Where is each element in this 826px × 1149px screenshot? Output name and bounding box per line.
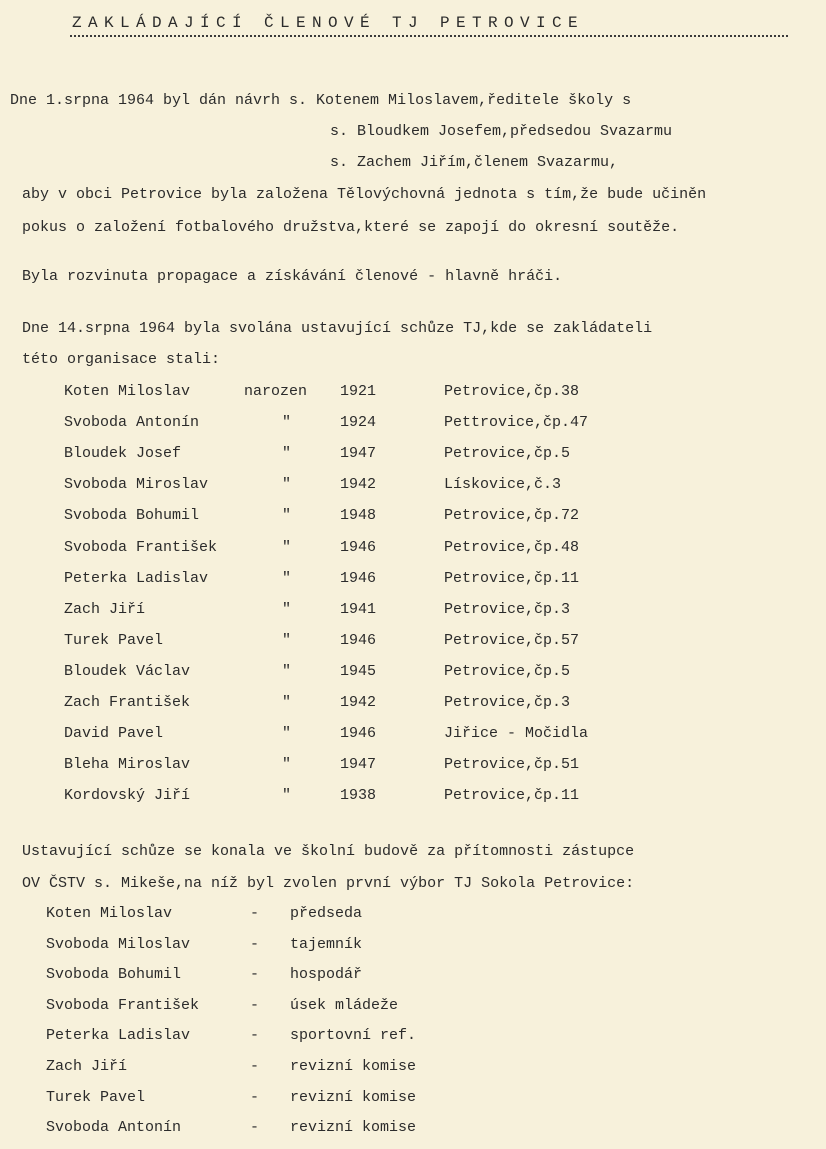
- committee-dash: -: [250, 1119, 260, 1137]
- founder-born: ": [282, 600, 292, 618]
- founder-name: Bloudek Václav: [64, 662, 191, 680]
- founder-address: Petrovice,čp.3: [444, 600, 571, 618]
- meeting-line-2: této organisace stali:: [22, 351, 221, 368]
- founder-name: Zach Jiří: [64, 600, 146, 618]
- founder-address: Petrovice,čp.3: [444, 694, 571, 711]
- committee-dash: -: [250, 1088, 260, 1106]
- founder-born: ": [282, 538, 292, 556]
- founder-address: Petrovice,čp.38: [444, 383, 580, 400]
- committee-role: tajemník: [290, 935, 363, 953]
- founder-address: Petrovice,čp.72: [444, 507, 580, 525]
- founder-address: Petrovice,čp.11: [444, 569, 580, 587]
- committee-name: Svoboda Bohumil: [46, 966, 182, 984]
- founder-name: Koten Miloslav: [64, 383, 191, 400]
- founder-address: Pettrovice,čp.47: [444, 414, 589, 432]
- founder-name: Kordovský Jiří: [64, 787, 191, 805]
- committee-role: revizní komise: [290, 1088, 417, 1106]
- committee-dash: -: [250, 1027, 260, 1045]
- founder-born: ": [282, 631, 292, 649]
- founder-born: ": [282, 476, 292, 494]
- committee-dash: -: [250, 1058, 260, 1075]
- founder-address: Petrovice,čp.51: [444, 756, 580, 774]
- committee-intro-line-2: OV ČSTV s. Mikeše,na níž byl zvolen první výbor TJ Sokola Petrovice:: [22, 875, 635, 892]
- founder-born: ": [282, 787, 292, 805]
- founder-name: Bloudek Josef: [64, 445, 182, 463]
- committee-role: revizní komise: [290, 1058, 417, 1075]
- founder-year: 1921: [340, 383, 377, 400]
- founder-year: 1946: [340, 631, 377, 649]
- founder-born: ": [282, 569, 292, 587]
- page-title: ZAKLÁDAJÍCÍ ČLENOVÉ TJ PETROVICE: [72, 14, 585, 32]
- intro-line-3: s. Zachem Jiřím,členem Svazarmu,: [330, 154, 619, 171]
- founder-name: David Pavel: [64, 725, 164, 743]
- title-dotted-rule: [70, 35, 788, 37]
- founder-name: Bleha Miroslav: [64, 756, 191, 774]
- founder-year: 1947: [340, 445, 377, 463]
- founder-born: ": [282, 694, 292, 711]
- committee-name: Zach Jiří: [46, 1058, 128, 1075]
- founder-born: ": [282, 662, 292, 680]
- committee-role: úsek mládeže: [290, 996, 399, 1014]
- founder-born: narozen: [244, 383, 308, 400]
- founder-year: 1938: [340, 787, 377, 805]
- founder-year: 1924: [340, 414, 377, 432]
- founder-name: Svoboda Bohumil: [64, 507, 200, 525]
- committee-name: Svoboda František: [46, 996, 200, 1014]
- founder-name: Peterka Ladislav: [64, 569, 209, 587]
- founder-born: ": [282, 414, 292, 432]
- founder-year: 1948: [340, 507, 377, 525]
- intro-line-5: pokus o založení fotbalového družstva,které se zapojí do okresní soutěže.: [22, 219, 680, 236]
- committee-dash: -: [250, 966, 260, 984]
- founder-address: Petrovice,čp.57: [444, 631, 580, 649]
- founder-born: ": [282, 445, 292, 463]
- founder-year: 1946: [340, 569, 377, 587]
- intro-line-4: aby v obci Petrovice byla založena Tělovýchovná jednota s tím,že bude učiněn: [22, 186, 707, 203]
- founder-born: ": [282, 756, 292, 774]
- committee-dash: -: [250, 905, 260, 922]
- founder-name: Svoboda František: [64, 538, 218, 556]
- founder-name: Zach František: [64, 694, 191, 711]
- founder-address: Petrovice,čp.48: [444, 538, 580, 556]
- founder-address: Petrovice,čp.5: [444, 662, 571, 680]
- intro-line-2: s. Bloudkem Josefem,předsedou Svazarmu: [330, 123, 673, 140]
- founder-year: 1946: [340, 538, 377, 556]
- founder-year: 1942: [340, 476, 377, 494]
- committee-intro-line-1: Ustavující schůze se konala ve školní budově za přítomnosti zástupce: [22, 843, 635, 860]
- committee-role: sportovní ref.: [290, 1027, 417, 1045]
- founder-year: 1947: [340, 756, 377, 774]
- founder-address: Petrovice,čp.5: [444, 445, 571, 463]
- committee-role: hospodář: [290, 966, 363, 984]
- founder-name: Svoboda Miroslav: [64, 476, 209, 494]
- founder-name: Svoboda Antonín: [64, 414, 200, 432]
- founder-year: 1941: [340, 600, 377, 618]
- founder-year: 1942: [340, 694, 377, 711]
- committee-role: revizní komise: [290, 1119, 417, 1137]
- committee-name: Turek Pavel: [46, 1088, 146, 1106]
- committee-dash: -: [250, 935, 260, 953]
- founder-year: 1946: [340, 725, 377, 743]
- founder-year: 1945: [340, 662, 377, 680]
- meeting-line-1: Dne 14.srpna 1964 byla svolána ustavující schůze TJ,kde se zakládateli: [22, 320, 653, 337]
- committee-name: Koten Miloslav: [46, 905, 173, 922]
- founder-name: Turek Pavel: [64, 631, 164, 649]
- founder-address: Lískovice,č.3: [444, 476, 562, 494]
- intro-line-1: Dne 1.srpna 1964 byl dán návrh s. Kotenem Miloslavem,ředitele školy s: [10, 92, 632, 109]
- founder-address: Jiřice - Močidla: [444, 725, 589, 743]
- committee-role: předseda: [290, 905, 363, 922]
- founder-address: Petrovice,čp.11: [444, 787, 580, 805]
- committee-name: Svoboda Miloslav: [46, 935, 191, 953]
- founder-born: ": [282, 725, 292, 743]
- committee-dash: -: [250, 996, 260, 1014]
- committee-name: Peterka Ladislav: [46, 1027, 191, 1045]
- propaganda-line: Byla rozvinuta propagace a získávání členové - hlavně hráči.: [22, 268, 563, 285]
- founder-born: ": [282, 507, 292, 525]
- committee-name: Svoboda Antonín: [46, 1119, 182, 1137]
